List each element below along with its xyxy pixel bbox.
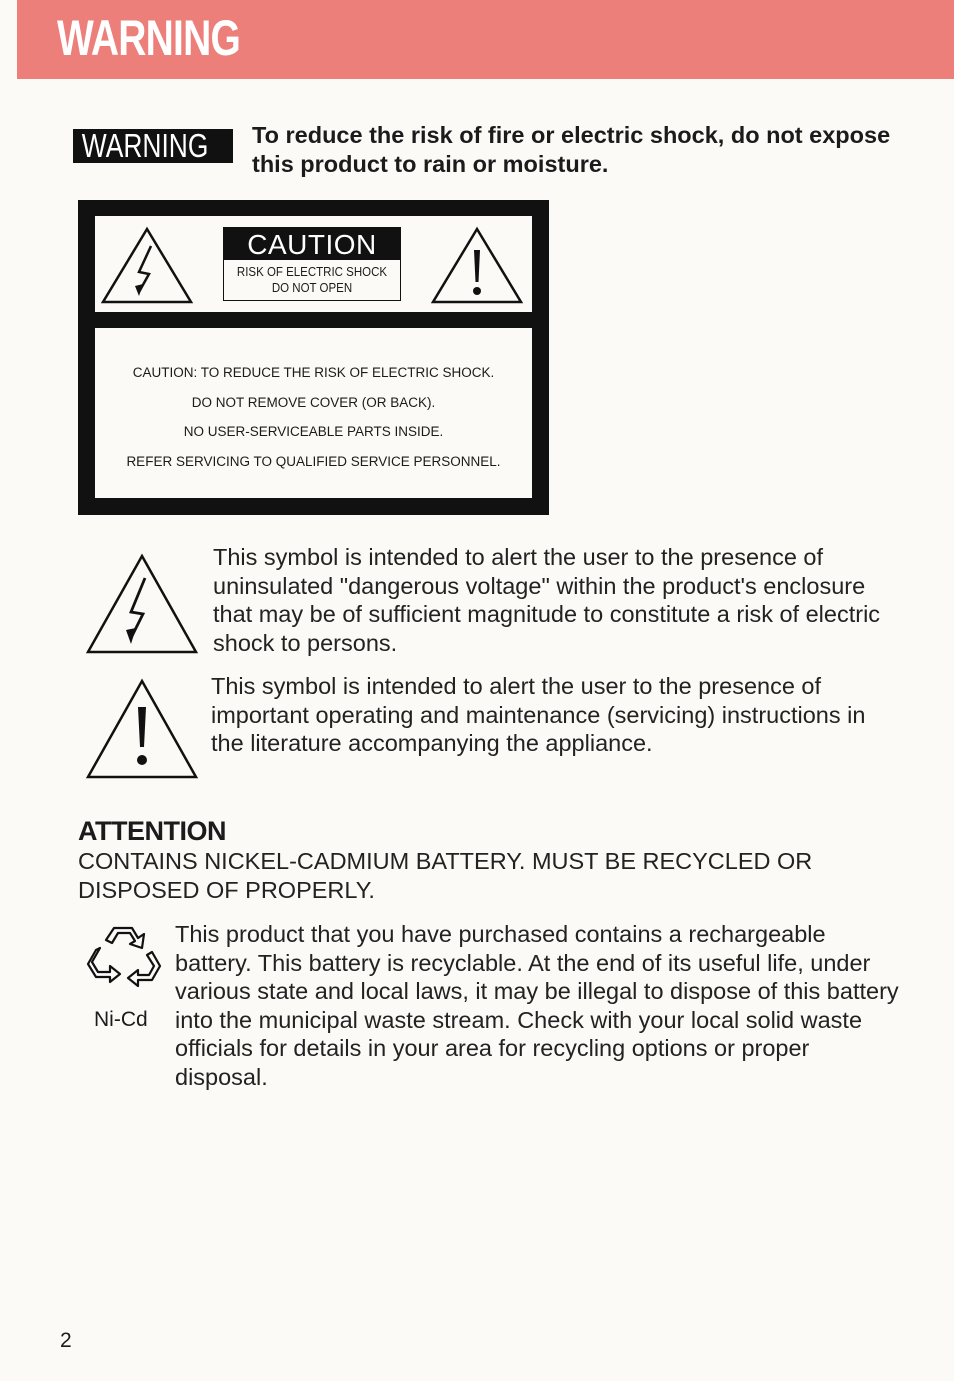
warning-badge — [73, 129, 233, 163]
ni-cd-caption: Ni-Cd — [94, 1008, 148, 1031]
caution-line: REFER SERVICING TO QUALIFIED SERVICE PERSONNEL. — [126, 453, 501, 469]
attention-body: CONTAINS NICKEL-CADMIUM BATTERY. MUST BE RECYCLED OR DISPOSED OF PROPERLY. — [78, 848, 813, 903]
caution-sub-line-2: DO NOT OPEN — [271, 281, 353, 295]
exclamation-symbol-description: This symbol is intended to alert the user to the presence of important operating and maintenance (servicing) instructions in the literature accompanying the appliance. — [211, 673, 866, 756]
exclamation-triangle-icon — [429, 224, 525, 306]
lightning-triangle-icon — [85, 552, 199, 656]
lightning-triangle-icon — [99, 224, 195, 306]
warning-statement: To reduce the risk of fire or electric shock, do not expose this product to rain or moisture. — [252, 122, 891, 177]
lightning-symbol-description: This symbol is intended to alert the user to the presence of uninsulated "dangerous voltage" within the product's enclosure that may be of sufficient magnitude to constitute a risk of electric shock to persons. — [213, 544, 881, 656]
battery-recycling-text: This product that you have purchased contains a rechargeable battery. This battery is recyclable. At the end of its useful life, under various state and local laws, it may be illegal to dispose of this battery into the municipal waste stream. Check with your local solid waste officials for details in your area for recycling options or proper disposal. — [175, 921, 899, 1090]
exclamation-triangle-icon — [85, 677, 199, 781]
caution-label-top-panel — [95, 216, 532, 312]
caution-line: CAUTION: TO REDUCE THE RISK OF ELECTRIC SHOCK. — [132, 365, 495, 380]
caution-label-bottom-panel — [95, 328, 532, 498]
caution-title: CAUTION — [224, 228, 400, 260]
warning-badge-label: WARNING — [81, 129, 209, 163]
caution-center-box — [223, 227, 401, 301]
caution-line: DO NOT REMOVE COVER (OR BACK). — [191, 394, 436, 410]
attention-heading: ATTENTION — [78, 816, 226, 846]
recycle-icon — [86, 922, 164, 994]
page-number: 2 — [60, 1329, 72, 1352]
caution-instructions — [95, 358, 532, 476]
caution-line: NO USER-SERVICEABLE PARTS INSIDE. — [183, 424, 444, 439]
page-title: WARNING — [57, 10, 241, 66]
caution-label — [78, 200, 549, 515]
caution-sub-line-1: RISK OF ELECTRIC SHOCK — [236, 265, 388, 279]
